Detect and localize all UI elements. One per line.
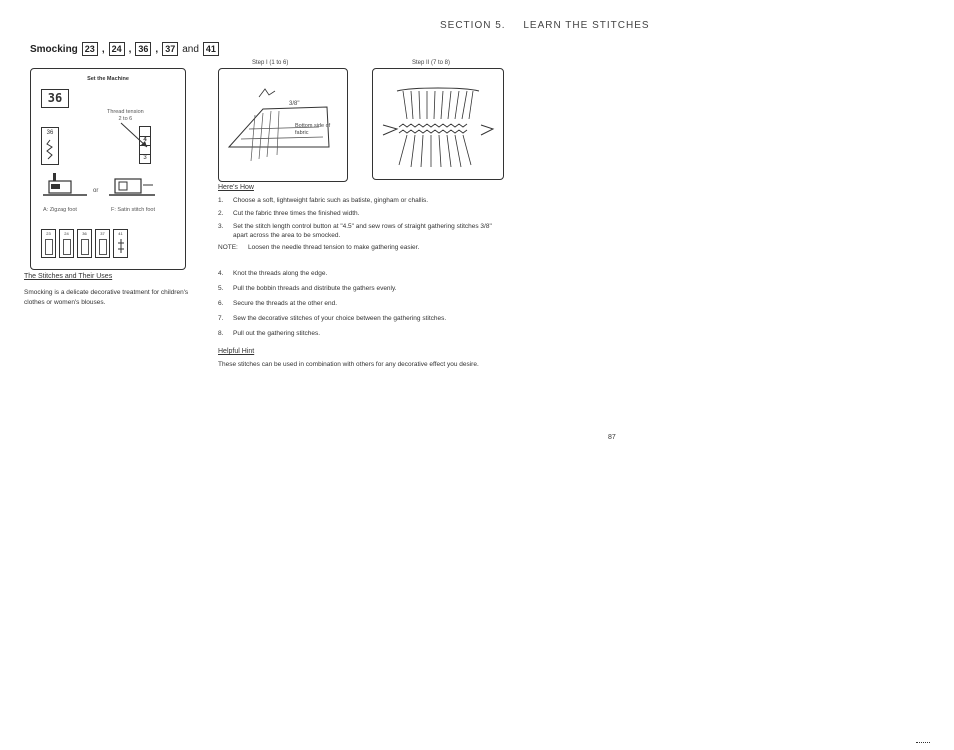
stitch-card-24 xyxy=(59,229,74,258)
item-text: Choose a soft, lightweight fabric such as batiste, gingham or challis. xyxy=(233,197,429,204)
card-pattern xyxy=(45,239,53,255)
item-number: 6. xyxy=(218,300,224,307)
page-title xyxy=(30,42,219,56)
cross-stitch-icon xyxy=(117,239,125,253)
card-number: 24 xyxy=(64,231,69,236)
note-text: Loosen the needle thread tension to make gathering easier. xyxy=(248,244,420,251)
uses-text: Smocking is a delicate decorative treatment for children's clothes or women's blouses. xyxy=(24,289,189,306)
list-item xyxy=(218,269,508,278)
smocked-fabric-illustration xyxy=(373,69,503,179)
satin-stitch-foot-icon xyxy=(107,173,157,201)
step1-illustration xyxy=(218,68,348,182)
item-text: Set the stitch length control button at "4.5" and sew rows of straight gathering stitches 3/8" apart across the area to be smocked. xyxy=(233,223,492,239)
item-text: Pull the bobbin threads and distribute the gathers evenly. xyxy=(233,285,397,292)
section-header xyxy=(440,20,664,31)
set-machine-panel xyxy=(30,68,186,270)
page-number: 87 xyxy=(608,434,616,441)
pattern-lcd-display: 36 xyxy=(41,89,69,108)
card-pattern xyxy=(63,239,71,255)
list-item xyxy=(218,284,508,293)
title-separator: , xyxy=(155,43,159,55)
card-number: 41 xyxy=(118,231,123,236)
steps-list-part1 xyxy=(218,196,508,252)
list-item xyxy=(218,314,508,323)
card-pattern xyxy=(117,239,123,253)
item-number: 1. xyxy=(218,197,224,204)
tension-side-control xyxy=(139,126,151,164)
stitch-card-23 xyxy=(41,229,56,258)
list-item xyxy=(218,222,508,240)
card-number: 36 xyxy=(82,231,87,236)
list-item xyxy=(218,209,508,218)
stitch-number-36: 36 xyxy=(135,42,151,56)
side-number-3: 3 xyxy=(143,155,147,161)
measurement-label: 3/8" xyxy=(289,101,300,107)
item-number: 4. xyxy=(218,270,224,277)
list-item xyxy=(218,329,508,338)
list-item-note xyxy=(218,243,508,252)
item-text: Secure the threads at the other end. xyxy=(233,300,338,307)
title-conjunction: and xyxy=(182,43,199,55)
item-number: 5. xyxy=(218,285,224,292)
how-heading: Here's How xyxy=(218,184,254,191)
card-pattern xyxy=(81,239,89,255)
thread-tension-value: 2 to 6 xyxy=(118,116,133,122)
item-number: 7. xyxy=(218,315,224,322)
steps-list-part2 xyxy=(218,269,508,338)
hint-text: These stitches can be used in combination with others for any decorative effect you desire. xyxy=(218,361,479,368)
dial-number: 36 xyxy=(46,130,54,136)
side-number-4: 4 xyxy=(140,137,150,146)
card-pattern xyxy=(99,239,107,255)
item-text: Knot the threads along the edge. xyxy=(233,270,328,277)
chapter-title: LEARN THE STITCHES xyxy=(523,20,650,31)
stitch-card-41 xyxy=(113,229,128,258)
corner-mark xyxy=(916,742,930,745)
stitch-card-37 xyxy=(95,229,110,258)
stitch-number-24: 24 xyxy=(109,42,125,56)
uses-heading: The Stitches and Their Uses xyxy=(24,273,113,280)
item-text: Pull out the gathering stitches. xyxy=(233,330,321,337)
stitch-number-23: 23 xyxy=(82,42,98,56)
stitch-cards xyxy=(41,229,128,258)
zigzag-foot-icon xyxy=(41,173,89,201)
item-text: Cut the fabric three times the finished width. xyxy=(233,210,360,217)
stitch-number-41: 41 xyxy=(203,42,219,56)
card-number: 37 xyxy=(100,231,105,236)
stitch-number-37: 37 xyxy=(162,42,178,56)
stitch-card-36 xyxy=(77,229,92,258)
note-label: NOTE: xyxy=(218,244,238,251)
bottom-side-label: Bottom side of fabric xyxy=(295,123,331,136)
item-number: 3. xyxy=(218,223,224,230)
item-number: 8. xyxy=(218,330,224,337)
title-text: Smocking xyxy=(30,43,78,55)
panel-title: Set the Machine xyxy=(87,76,129,82)
thread-tension-text: Thread tension xyxy=(107,109,144,115)
step1-label: Step I (1 to 6) xyxy=(252,60,289,66)
card-number: 23 xyxy=(46,231,51,236)
item-number: 2. xyxy=(218,210,224,217)
step2-illustration xyxy=(372,68,504,180)
section-number: SECTION 5. xyxy=(440,20,506,31)
title-separator: , xyxy=(101,43,105,55)
title-separator: , xyxy=(128,43,132,55)
foot-a-label: A: Zigzag foot xyxy=(43,207,77,213)
list-item xyxy=(218,299,508,308)
or-label: or xyxy=(93,188,99,194)
item-text: Sew the decorative stitches of your choice between the gathering stitches. xyxy=(233,315,447,322)
dial-stitch-icon xyxy=(42,128,58,164)
step2-label: Step II (7 to 8) xyxy=(412,60,451,66)
list-item xyxy=(218,196,508,205)
hint-heading: Helpful Hint xyxy=(218,348,255,355)
foot-f-label: F: Satin stitch foot xyxy=(110,207,156,213)
stitch-selector-dial xyxy=(41,127,59,165)
